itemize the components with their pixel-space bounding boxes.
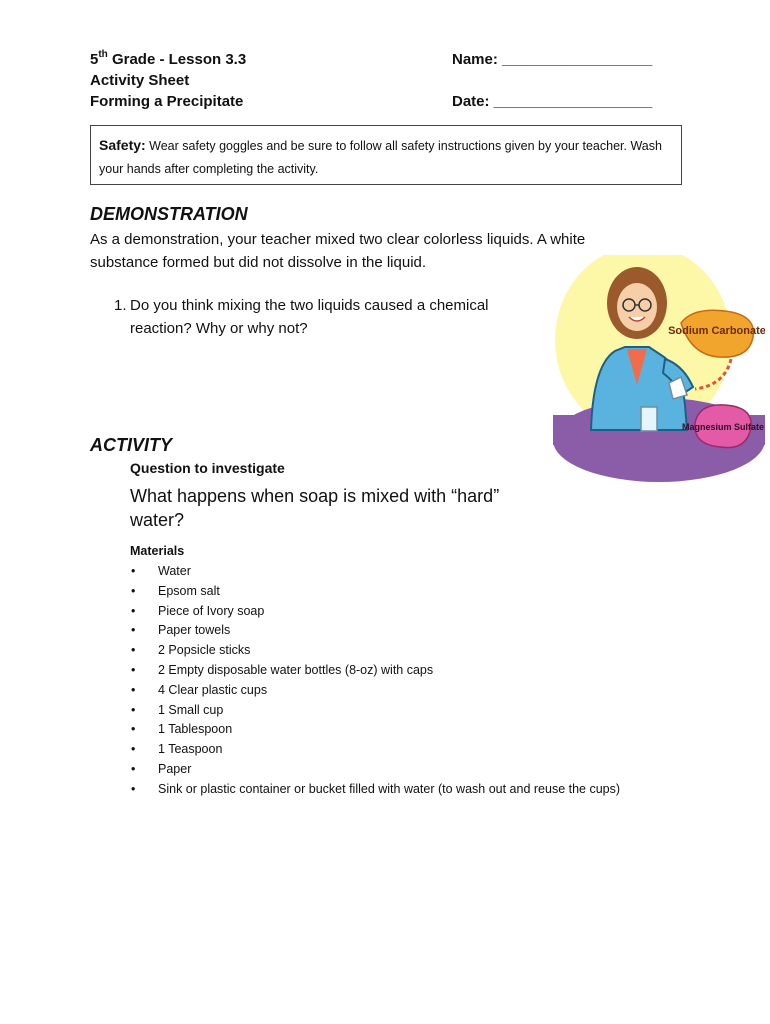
list-item: • 1 Teaspoon <box>158 740 690 760</box>
list-item: • Paper <box>158 760 690 780</box>
bullet-icon: • <box>131 623 136 638</box>
materials-list <box>130 562 690 800</box>
bullet-icon: • <box>131 603 136 618</box>
lesson-header <box>90 49 246 112</box>
safety-box <box>90 125 682 185</box>
safety-text: Wear safety goggles and be sure to follow all safety instructions given by your teacher. Wash your hands after completing the activity. <box>99 139 662 176</box>
list-item: • Water <box>158 562 690 582</box>
grade-lesson-line: 5th Grade - Lesson 3.3 <box>90 49 247 68</box>
bullet-icon: • <box>131 564 136 578</box>
teacher-illustration <box>553 255 765 487</box>
date-field: Date: ___________________ <box>452 93 653 110</box>
bullet-icon: • <box>131 643 136 658</box>
activity-title: ACTIVITY <box>90 435 173 455</box>
list-item: • Piece of Ivory soap <box>158 602 690 622</box>
bullet-icon: • <box>131 583 136 598</box>
question-heading: Question to investigate <box>130 460 285 476</box>
name-field: Name: __________________ <box>452 51 653 68</box>
bullet-icon: • <box>131 761 136 776</box>
materials-heading: Materials <box>130 544 185 558</box>
list-item: • 4 Clear plastic cups <box>158 681 690 701</box>
list-item: • 1 Tablespoon <box>158 720 690 740</box>
bullet-icon: • <box>131 682 136 697</box>
teacher-pouring-liquid-image <box>553 255 765 487</box>
bullet-icon: • <box>131 702 136 717</box>
investigation-question: What happens when soap is mixed with “hard” water? <box>130 486 500 530</box>
list-item: • 2 Popsicle sticks <box>158 641 690 661</box>
activity-sheet-label: Activity Sheet <box>90 72 190 89</box>
bullet-icon: • <box>131 781 136 796</box>
bullet-icon: • <box>131 742 136 757</box>
demonstration-question: Do you think mixing the two liquids caused a chemical reaction? Why or why not? <box>130 297 489 337</box>
lesson-title: Forming a Precipitate <box>90 93 244 110</box>
sodium-carbonate-label: Sodium Carbonate <box>668 325 765 337</box>
safety-label: Safety: <box>99 137 146 153</box>
question-number: 1. <box>114 297 127 314</box>
demonstration-text: As a demonstration, your teacher mixed two clear colorless liquids. A white substance formed but did not dissolve in the liquid. <box>90 231 586 271</box>
magnesium-sulfate-label: Magnesium Sulfate <box>681 422 765 432</box>
list-item: • Paper towels <box>158 621 690 641</box>
demonstration-title: DEMONSTRATION <box>90 204 248 224</box>
bullet-icon: • <box>131 722 136 737</box>
list-item: • 1 Small cup <box>158 701 690 721</box>
list-item: • 2 Empty disposable water bottles (8-oz) with caps <box>158 661 690 681</box>
list-item: • Sink or plastic container or bucket filled with water (to wash out and reuse the cups) <box>158 780 690 800</box>
bullet-icon: • <box>131 662 136 677</box>
list-item: • Epsom salt <box>158 582 690 602</box>
